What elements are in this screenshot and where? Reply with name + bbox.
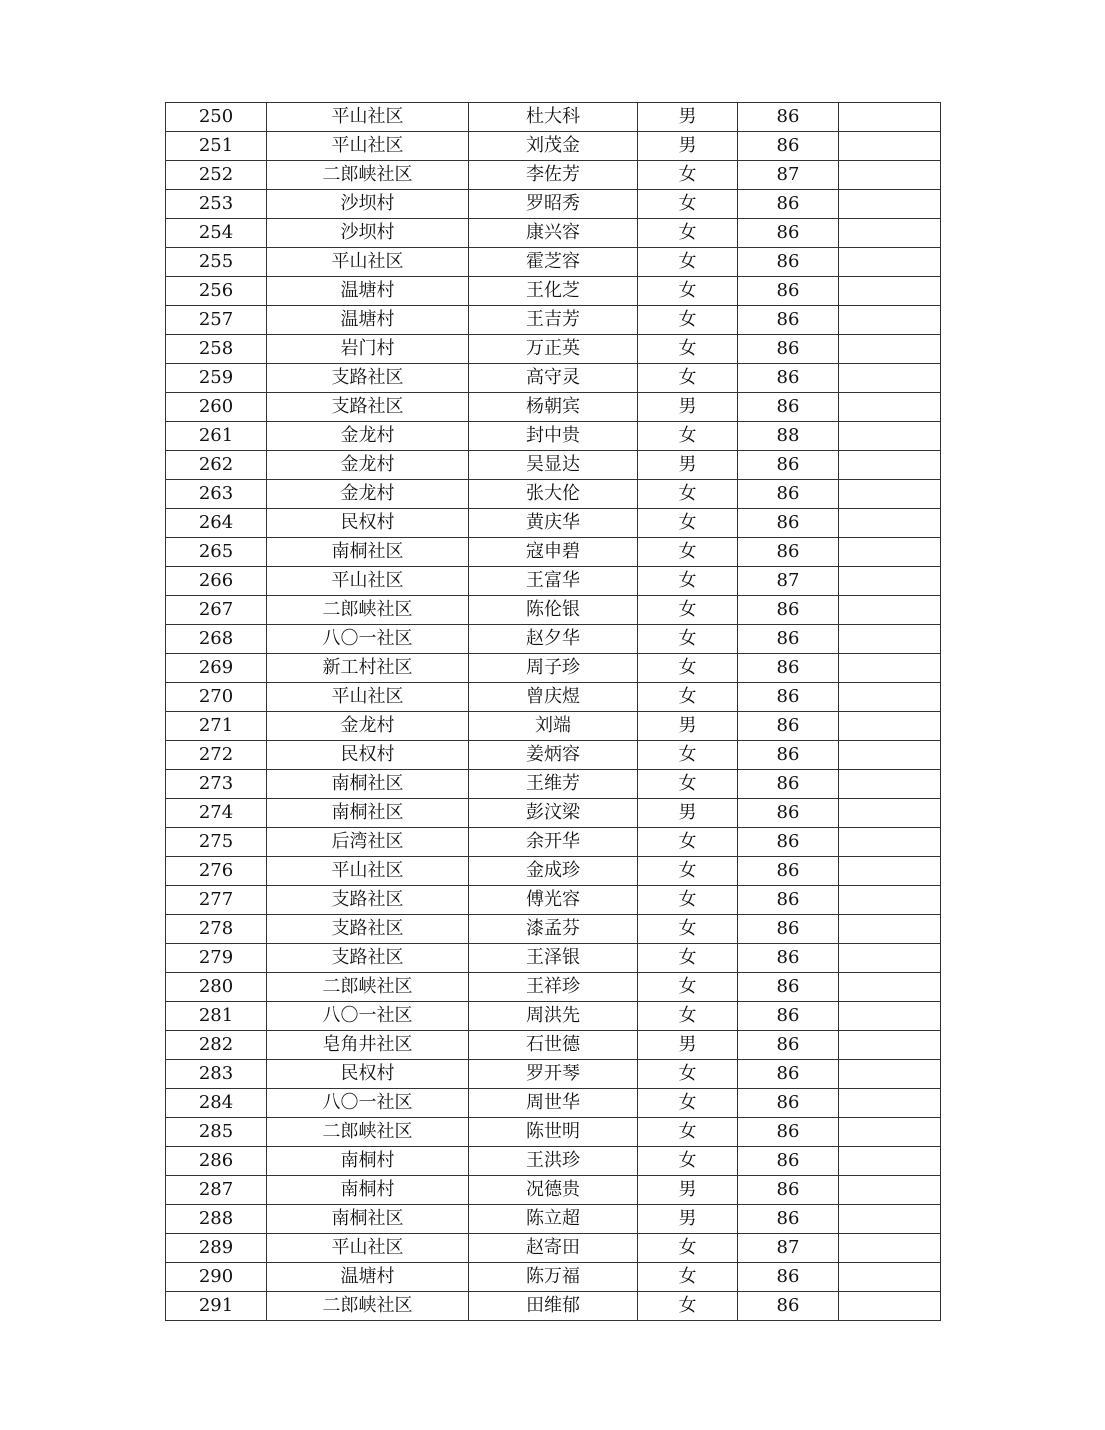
cell-age: 87 <box>738 567 839 596</box>
table-row <box>166 625 941 654</box>
cell-number: 250 <box>166 103 267 132</box>
cell-community: 金龙村 <box>267 422 469 451</box>
cell-name: 曾庆煜 <box>469 683 638 712</box>
cell-name: 金成珍 <box>469 857 638 886</box>
cell-remark <box>839 1118 941 1147</box>
table-row <box>166 451 941 480</box>
cell-remark <box>839 857 941 886</box>
cell-name: 田维郁 <box>469 1292 638 1321</box>
cell-name: 黄庆华 <box>469 509 638 538</box>
cell-community: 二郎峡社区 <box>267 1292 469 1321</box>
table-row <box>166 596 941 625</box>
cell-age: 86 <box>738 683 839 712</box>
cell-name: 周子珍 <box>469 654 638 683</box>
cell-number: 257 <box>166 306 267 335</box>
cell-remark <box>839 741 941 770</box>
cell-age: 86 <box>738 1118 839 1147</box>
cell-community: 岩门村 <box>267 335 469 364</box>
cell-name: 杨朝宾 <box>469 393 638 422</box>
cell-number: 269 <box>166 654 267 683</box>
cell-gender: 女 <box>638 1002 738 1031</box>
cell-number: 271 <box>166 712 267 741</box>
cell-age: 86 <box>738 973 839 1002</box>
cell-age: 86 <box>738 277 839 306</box>
cell-community: 南桐社区 <box>267 799 469 828</box>
cell-name: 赵寄田 <box>469 1234 638 1263</box>
table-row <box>166 335 941 364</box>
cell-community: 南桐社区 <box>267 770 469 799</box>
cell-number: 267 <box>166 596 267 625</box>
cell-gender: 女 <box>638 857 738 886</box>
table-row <box>166 161 941 190</box>
cell-gender: 男 <box>638 799 738 828</box>
cell-number: 274 <box>166 799 267 828</box>
cell-remark <box>839 915 941 944</box>
cell-remark <box>839 509 941 538</box>
cell-community: 八〇一社区 <box>267 625 469 654</box>
cell-gender: 女 <box>638 509 738 538</box>
table-row <box>166 654 941 683</box>
cell-community: 温塘村 <box>267 277 469 306</box>
cell-community: 民权村 <box>267 1060 469 1089</box>
cell-gender: 女 <box>638 1089 738 1118</box>
cell-number: 270 <box>166 683 267 712</box>
cell-gender: 男 <box>638 1176 738 1205</box>
cell-gender: 女 <box>638 828 738 857</box>
cell-age: 86 <box>738 654 839 683</box>
cell-age: 86 <box>738 944 839 973</box>
cell-name: 王吉芳 <box>469 306 638 335</box>
cell-community: 皂角井社区 <box>267 1031 469 1060</box>
cell-remark <box>839 103 941 132</box>
cell-age: 86 <box>738 741 839 770</box>
table-row <box>166 712 941 741</box>
cell-age: 86 <box>738 103 839 132</box>
cell-remark <box>839 567 941 596</box>
cell-number: 278 <box>166 915 267 944</box>
cell-community: 民权村 <box>267 509 469 538</box>
cell-community: 平山社区 <box>267 103 469 132</box>
cell-community: 金龙村 <box>267 480 469 509</box>
table-row <box>166 1147 941 1176</box>
cell-remark <box>839 306 941 335</box>
cell-gender: 女 <box>638 364 738 393</box>
cell-number: 279 <box>166 944 267 973</box>
cell-age: 86 <box>738 1205 839 1234</box>
table-row <box>166 944 941 973</box>
table-row <box>166 103 941 132</box>
cell-gender: 女 <box>638 596 738 625</box>
cell-community: 后湾社区 <box>267 828 469 857</box>
cell-community: 南桐村 <box>267 1147 469 1176</box>
cell-gender: 女 <box>638 538 738 567</box>
cell-gender: 女 <box>638 219 738 248</box>
cell-gender: 女 <box>638 567 738 596</box>
cell-community: 支路社区 <box>267 944 469 973</box>
cell-remark <box>839 422 941 451</box>
cell-name: 霍芝容 <box>469 248 638 277</box>
cell-community: 八〇一社区 <box>267 1089 469 1118</box>
table-row <box>166 393 941 422</box>
cell-gender: 女 <box>638 248 738 277</box>
cell-name: 王化芝 <box>469 277 638 306</box>
cell-number: 273 <box>166 770 267 799</box>
cell-name: 李佐芳 <box>469 161 638 190</box>
cell-gender: 男 <box>638 393 738 422</box>
cell-community: 支路社区 <box>267 393 469 422</box>
cell-gender: 女 <box>638 1060 738 1089</box>
cell-name: 陈立超 <box>469 1205 638 1234</box>
cell-number: 291 <box>166 1292 267 1321</box>
cell-number: 251 <box>166 132 267 161</box>
table-row <box>166 306 941 335</box>
cell-age: 86 <box>738 1263 839 1292</box>
cell-name: 封中贵 <box>469 422 638 451</box>
table-row <box>166 277 941 306</box>
table-row <box>166 1205 941 1234</box>
cell-gender: 女 <box>638 422 738 451</box>
cell-gender: 女 <box>638 683 738 712</box>
cell-remark <box>839 828 941 857</box>
cell-remark <box>839 1263 941 1292</box>
cell-name: 刘茂金 <box>469 132 638 161</box>
cell-name: 张大伦 <box>469 480 638 509</box>
cell-age: 86 <box>738 1031 839 1060</box>
cell-age: 86 <box>738 625 839 654</box>
cell-gender: 男 <box>638 451 738 480</box>
cell-gender: 女 <box>638 161 738 190</box>
table-row <box>166 1031 941 1060</box>
cell-community: 南桐社区 <box>267 1205 469 1234</box>
table-row <box>166 857 941 886</box>
table-row <box>166 828 941 857</box>
table-row <box>166 248 941 277</box>
cell-community: 沙坝村 <box>267 219 469 248</box>
cell-community: 平山社区 <box>267 132 469 161</box>
cell-age: 86 <box>738 1089 839 1118</box>
cell-gender: 女 <box>638 1263 738 1292</box>
cell-name: 石世德 <box>469 1031 638 1060</box>
cell-community: 南桐村 <box>267 1176 469 1205</box>
cell-remark <box>839 1089 941 1118</box>
table-row <box>166 1002 941 1031</box>
cell-name: 余开华 <box>469 828 638 857</box>
cell-gender: 男 <box>638 1205 738 1234</box>
cell-name: 杜大科 <box>469 103 638 132</box>
cell-number: 282 <box>166 1031 267 1060</box>
table-row <box>166 364 941 393</box>
cell-community: 二郎峡社区 <box>267 161 469 190</box>
cell-community: 新工村社区 <box>267 654 469 683</box>
cell-name: 周世华 <box>469 1089 638 1118</box>
cell-age: 86 <box>738 306 839 335</box>
cell-remark <box>839 219 941 248</box>
cell-name: 刘端 <box>469 712 638 741</box>
cell-remark <box>839 654 941 683</box>
cell-name: 王洪珍 <box>469 1147 638 1176</box>
cell-number: 261 <box>166 422 267 451</box>
cell-number: 256 <box>166 277 267 306</box>
cell-name: 吴显达 <box>469 451 638 480</box>
cell-age: 86 <box>738 132 839 161</box>
cell-community: 沙坝村 <box>267 190 469 219</box>
cell-number: 289 <box>166 1234 267 1263</box>
cell-number: 290 <box>166 1263 267 1292</box>
table-row <box>166 886 941 915</box>
table-row <box>166 1234 941 1263</box>
cell-number: 281 <box>166 1002 267 1031</box>
cell-age: 86 <box>738 190 839 219</box>
cell-community: 金龙村 <box>267 712 469 741</box>
table-row <box>166 509 941 538</box>
table-row <box>166 480 941 509</box>
cell-age: 86 <box>738 799 839 828</box>
cell-remark <box>839 1060 941 1089</box>
table-row <box>166 683 941 712</box>
cell-name: 寇申碧 <box>469 538 638 567</box>
cell-gender: 男 <box>638 103 738 132</box>
cell-name: 姜炳容 <box>469 741 638 770</box>
cell-community: 金龙村 <box>267 451 469 480</box>
cell-gender: 男 <box>638 1031 738 1060</box>
cell-name: 周洪先 <box>469 1002 638 1031</box>
table-row <box>166 1089 941 1118</box>
cell-number: 253 <box>166 190 267 219</box>
table-row <box>166 915 941 944</box>
cell-age: 86 <box>738 1002 839 1031</box>
cell-number: 265 <box>166 538 267 567</box>
roster-table <box>165 102 941 1321</box>
cell-gender: 女 <box>638 190 738 219</box>
cell-name: 陈世明 <box>469 1118 638 1147</box>
cell-remark <box>839 132 941 161</box>
cell-gender: 女 <box>638 973 738 1002</box>
cell-number: 286 <box>166 1147 267 1176</box>
cell-gender: 女 <box>638 306 738 335</box>
cell-name: 王泽银 <box>469 944 638 973</box>
cell-community: 平山社区 <box>267 857 469 886</box>
cell-remark <box>839 1176 941 1205</box>
cell-age: 86 <box>738 828 839 857</box>
cell-name: 漆孟芬 <box>469 915 638 944</box>
cell-number: 259 <box>166 364 267 393</box>
cell-age: 88 <box>738 422 839 451</box>
cell-community: 民权村 <box>267 741 469 770</box>
cell-age: 86 <box>738 596 839 625</box>
cell-age: 86 <box>738 770 839 799</box>
table-row <box>166 1118 941 1147</box>
cell-community: 支路社区 <box>267 886 469 915</box>
cell-age: 86 <box>738 538 839 567</box>
cell-name: 况德贵 <box>469 1176 638 1205</box>
cell-remark <box>839 451 941 480</box>
cell-gender: 女 <box>638 277 738 306</box>
cell-name: 王维芳 <box>469 770 638 799</box>
cell-gender: 男 <box>638 132 738 161</box>
cell-remark <box>839 1147 941 1176</box>
cell-number: 254 <box>166 219 267 248</box>
cell-gender: 女 <box>638 480 738 509</box>
cell-number: 263 <box>166 480 267 509</box>
cell-name: 彭汶梁 <box>469 799 638 828</box>
table-row <box>166 741 941 770</box>
cell-community: 平山社区 <box>267 1234 469 1263</box>
cell-age: 86 <box>738 509 839 538</box>
cell-gender: 女 <box>638 654 738 683</box>
cell-number: 288 <box>166 1205 267 1234</box>
cell-age: 87 <box>738 161 839 190</box>
cell-age: 86 <box>738 393 839 422</box>
cell-age: 86 <box>738 915 839 944</box>
cell-remark <box>839 1205 941 1234</box>
cell-remark <box>839 335 941 364</box>
table-row <box>166 422 941 451</box>
cell-remark <box>839 190 941 219</box>
cell-age: 86 <box>738 712 839 741</box>
cell-age: 87 <box>738 1234 839 1263</box>
cell-gender: 男 <box>638 712 738 741</box>
table-row <box>166 190 941 219</box>
cell-community: 温塘村 <box>267 1263 469 1292</box>
cell-number: 272 <box>166 741 267 770</box>
table-row <box>166 538 941 567</box>
cell-remark <box>839 625 941 654</box>
cell-remark <box>839 1002 941 1031</box>
cell-remark <box>839 770 941 799</box>
cell-community: 二郎峡社区 <box>267 973 469 1002</box>
cell-number: 258 <box>166 335 267 364</box>
table-row <box>166 770 941 799</box>
cell-remark <box>839 712 941 741</box>
table-row <box>166 799 941 828</box>
cell-remark <box>839 886 941 915</box>
cell-age: 86 <box>738 451 839 480</box>
cell-name: 王祥珍 <box>469 973 638 1002</box>
cell-remark <box>839 1292 941 1321</box>
cell-age: 86 <box>738 480 839 509</box>
table-row <box>166 132 941 161</box>
table-row <box>166 973 941 1002</box>
cell-name: 赵夕华 <box>469 625 638 654</box>
cell-number: 260 <box>166 393 267 422</box>
cell-name: 罗开琴 <box>469 1060 638 1089</box>
cell-age: 86 <box>738 1176 839 1205</box>
cell-name: 康兴容 <box>469 219 638 248</box>
cell-age: 86 <box>738 1147 839 1176</box>
cell-gender: 女 <box>638 1147 738 1176</box>
cell-name: 傅光容 <box>469 886 638 915</box>
cell-community: 平山社区 <box>267 683 469 712</box>
cell-community: 支路社区 <box>267 364 469 393</box>
cell-age: 86 <box>738 248 839 277</box>
cell-remark <box>839 480 941 509</box>
roster-table-body <box>166 103 941 1321</box>
cell-gender: 女 <box>638 625 738 654</box>
cell-number: 262 <box>166 451 267 480</box>
cell-remark <box>839 393 941 422</box>
cell-community: 温塘村 <box>267 306 469 335</box>
cell-number: 287 <box>166 1176 267 1205</box>
cell-gender: 女 <box>638 335 738 364</box>
cell-number: 268 <box>166 625 267 654</box>
cell-number: 277 <box>166 886 267 915</box>
cell-remark <box>839 538 941 567</box>
table-row <box>166 1060 941 1089</box>
cell-remark <box>839 248 941 277</box>
cell-remark <box>839 364 941 393</box>
cell-age: 86 <box>738 1060 839 1089</box>
cell-age: 86 <box>738 219 839 248</box>
cell-name: 陈伦银 <box>469 596 638 625</box>
cell-age: 86 <box>738 1292 839 1321</box>
cell-remark <box>839 944 941 973</box>
cell-remark <box>839 683 941 712</box>
cell-remark <box>839 596 941 625</box>
table-row <box>166 567 941 596</box>
cell-community: 南桐社区 <box>267 538 469 567</box>
cell-gender: 女 <box>638 915 738 944</box>
cell-community: 支路社区 <box>267 915 469 944</box>
table-row <box>166 1292 941 1321</box>
cell-gender: 女 <box>638 1118 738 1147</box>
cell-gender: 女 <box>638 886 738 915</box>
cell-age: 86 <box>738 335 839 364</box>
table-row <box>166 1176 941 1205</box>
table-row <box>166 219 941 248</box>
cell-number: 276 <box>166 857 267 886</box>
cell-number: 285 <box>166 1118 267 1147</box>
cell-community: 平山社区 <box>267 248 469 277</box>
cell-age: 86 <box>738 886 839 915</box>
cell-age: 86 <box>738 857 839 886</box>
cell-community: 八〇一社区 <box>267 1002 469 1031</box>
cell-gender: 女 <box>638 741 738 770</box>
cell-community: 二郎峡社区 <box>267 1118 469 1147</box>
cell-remark <box>839 277 941 306</box>
cell-number: 264 <box>166 509 267 538</box>
cell-name: 陈万福 <box>469 1263 638 1292</box>
cell-number: 283 <box>166 1060 267 1089</box>
cell-number: 280 <box>166 973 267 1002</box>
cell-gender: 女 <box>638 1292 738 1321</box>
cell-number: 252 <box>166 161 267 190</box>
cell-number: 275 <box>166 828 267 857</box>
cell-name: 万正英 <box>469 335 638 364</box>
cell-number: 284 <box>166 1089 267 1118</box>
cell-remark <box>839 799 941 828</box>
cell-community: 平山社区 <box>267 567 469 596</box>
cell-remark <box>839 1234 941 1263</box>
cell-remark <box>839 161 941 190</box>
cell-gender: 女 <box>638 944 738 973</box>
table-row <box>166 1263 941 1292</box>
cell-number: 255 <box>166 248 267 277</box>
cell-age: 86 <box>738 364 839 393</box>
cell-gender: 女 <box>638 770 738 799</box>
cell-community: 二郎峡社区 <box>267 596 469 625</box>
cell-name: 高守灵 <box>469 364 638 393</box>
cell-remark <box>839 973 941 1002</box>
cell-remark <box>839 1031 941 1060</box>
cell-gender: 女 <box>638 1234 738 1263</box>
cell-number: 266 <box>166 567 267 596</box>
cell-name: 罗昭秀 <box>469 190 638 219</box>
cell-name: 王富华 <box>469 567 638 596</box>
